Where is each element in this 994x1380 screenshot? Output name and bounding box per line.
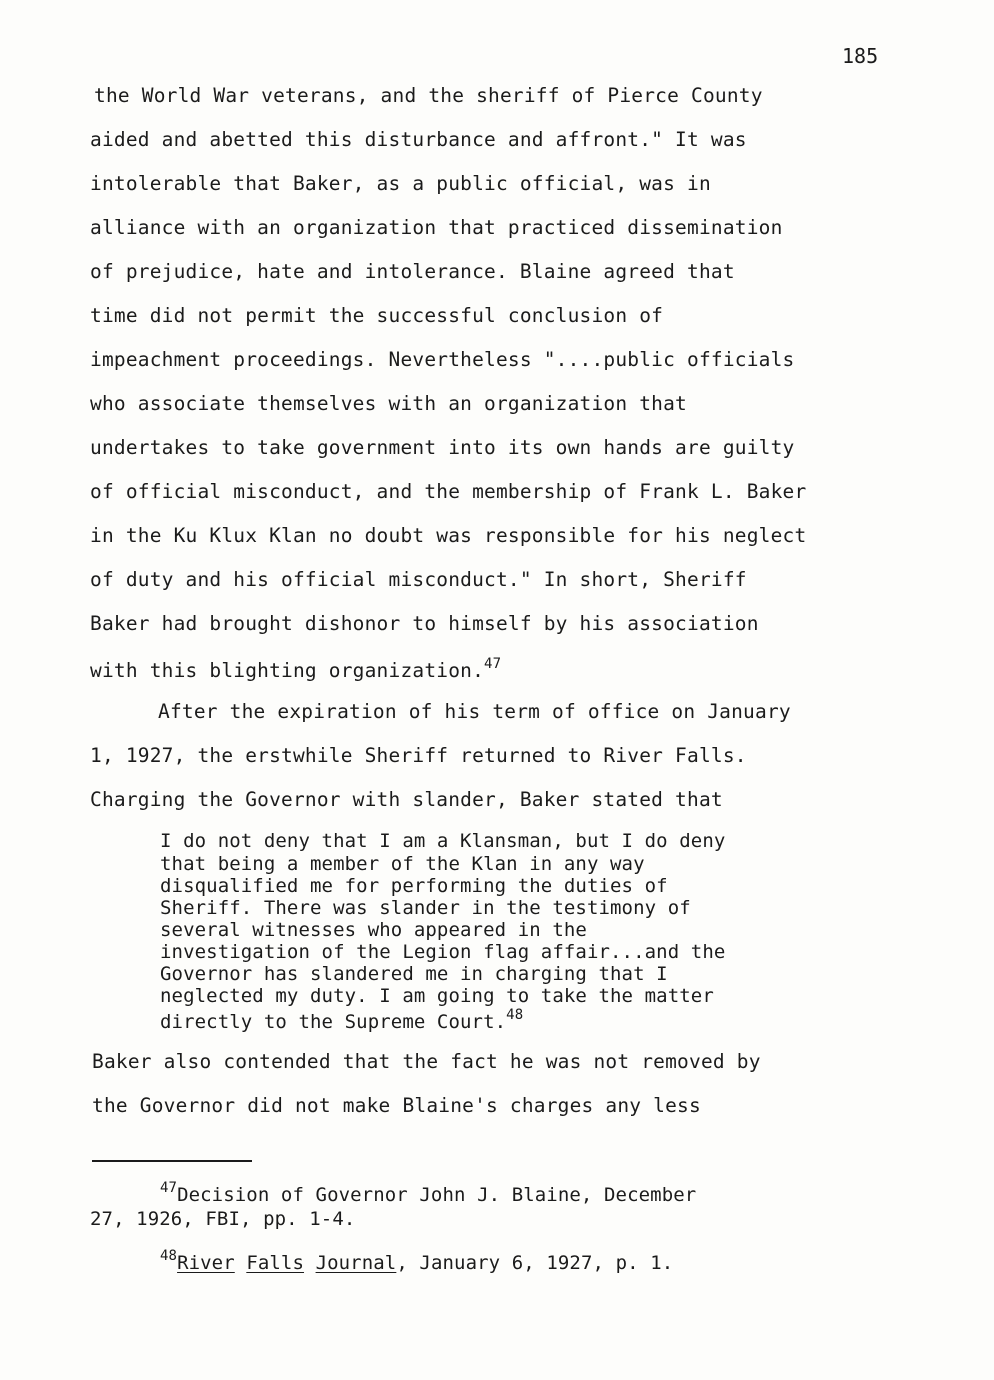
footnote-47 [160,1180,696,1206]
quote-line: investigation of the Legion flag affair...and the [160,941,726,963]
quote-line [160,1007,523,1033]
quote-line: that being a member of the Klan in any way [160,853,645,875]
body-line: intolerable that Baker, as a public official, was in [90,172,711,195]
quote-line: I do not deny that I am a Klansman, but I do deny [160,830,726,852]
quote-line-text: directly to the Supreme Court. [160,1011,507,1033]
body-line: alliance with an organization that practiced dissemination [90,216,783,239]
quote-line: Governor has slandered me in charging that I [160,963,668,985]
footnote-source-title: Falls [246,1252,305,1274]
body-line: Baker had brought dishonor to himself by his association [90,612,759,635]
footnote-text: Decision of Governor John J. Blaine, December [177,1184,697,1206]
body-line: After the expiration of his term of office on January [158,700,791,723]
footnote-48 [160,1248,673,1274]
quote-line: several witnesses who appeared in the [160,919,587,941]
footnote-reference-47: 47 [484,656,502,672]
quote-line: disqualified me for performing the duties of [160,875,668,897]
footnote-mark: 47 [160,1180,178,1196]
footnote-mark: 48 [160,1248,178,1264]
body-line: of duty and his official misconduct." In short, Sheriff [90,568,747,591]
body-line: who associate themselves with an organization that [90,392,687,415]
body-line [90,656,501,682]
body-line: the Governor did not make Blaine's charges any less [92,1094,701,1117]
body-line: aided and abetted this disturbance and affront." It was [90,128,747,151]
quote-line: neglected my duty. I am going to take the matter [160,985,714,1007]
body-line: impeachment proceedings. Nevertheless "....public officials [90,348,795,371]
footnote-source-title: River [177,1252,235,1274]
footnote-source-title: Journal [315,1252,397,1274]
body-line: of official misconduct, and the membership of Frank L. Baker [90,480,807,503]
quote-line: Sheriff. There was slander in the testimony of [160,897,691,919]
body-line: in the Ku Klux Klan no doubt was responsible for his neglect [90,524,807,547]
body-line-text: with this blighting organization. [90,659,485,682]
footnote-text: , January 6, 1927, p. 1. [396,1252,674,1274]
body-line: Baker also contended that the fact he was not removed by [92,1050,761,1073]
page-number: 185 [842,44,879,68]
body-line: of prejudice, hate and intolerance. Blaine agreed that [90,260,735,283]
body-line: Charging the Governor with slander, Baker stated that [90,788,723,811]
footnote-reference-48: 48 [506,1007,524,1023]
body-line: undertakes to take government into its own hands are guilty [90,436,795,459]
body-line: the World War veterans, and the sheriff of Pierce County [94,84,763,107]
body-line: time did not permit the successful conclusion of [90,304,664,327]
body-line: 1, 1927, the erstwhile Sheriff returned to River Falls. [90,744,747,767]
footnote-47-continuation: 27, 1926, FBI, pp. 1-4. [90,1208,356,1230]
footnote-separator [92,1160,252,1162]
